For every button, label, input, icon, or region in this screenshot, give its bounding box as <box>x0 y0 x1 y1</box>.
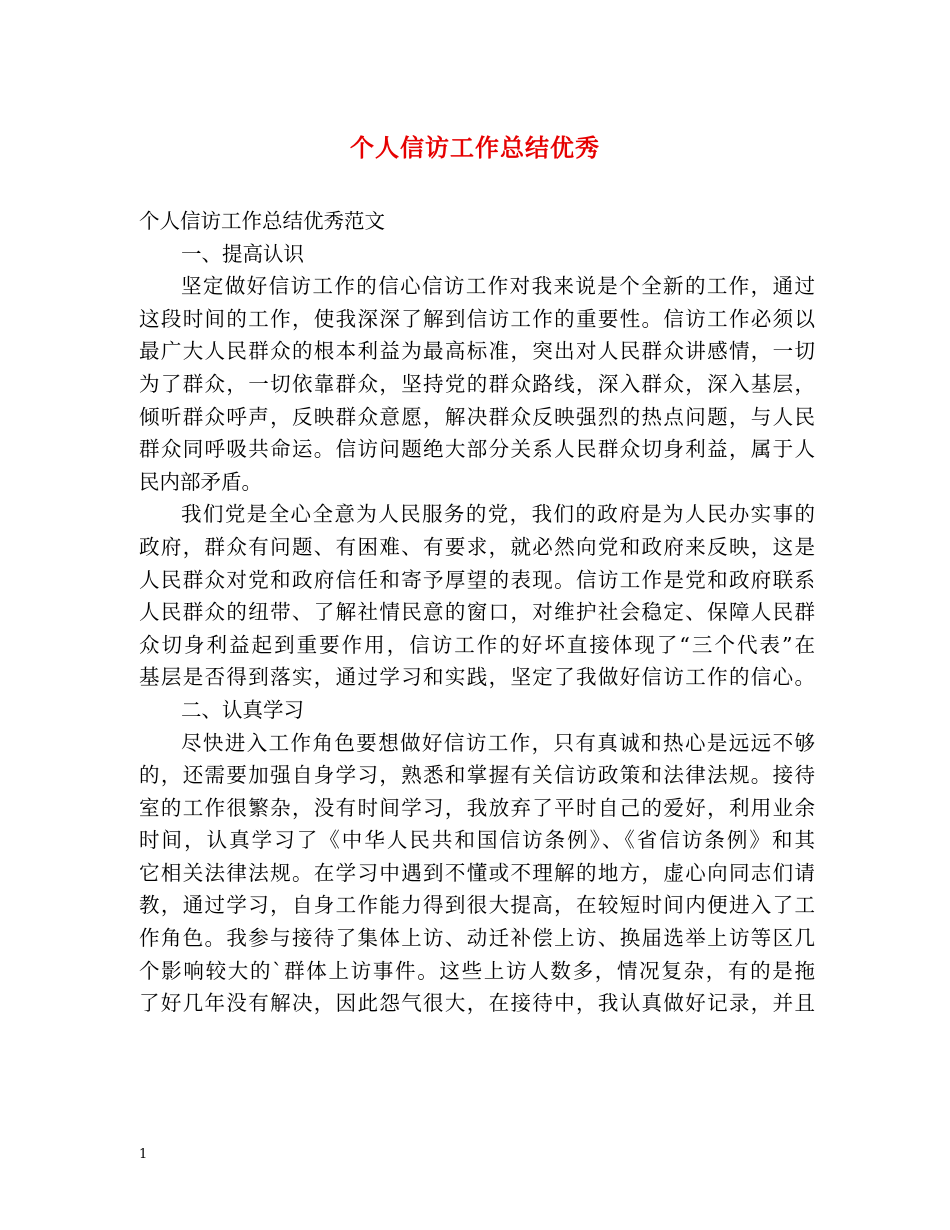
text-line: 教，通过学习，自身工作能力得到很大提高，在较短时间内便进入了工 <box>139 893 815 918</box>
section-heading-1: 一、提高认识 <box>181 241 304 266</box>
text-line: 民内部矛盾。 <box>139 469 262 494</box>
text-line: 人民群众对党和政府信任和寄予厚望的表现。信访工作是党和政府联系 <box>139 567 815 592</box>
document-subtitle: 个人信访工作总结优秀范文 <box>139 209 385 233</box>
section-heading-2: 二、认真学习 <box>181 697 304 722</box>
text-line: 基层是否得到落实，通过学习和实践，坚定了我做好信访工作的信心。 <box>139 665 815 690</box>
text-line: 作角色。我参与接待了集体上访、动迁补偿上访、换届选举上访等区几 <box>139 926 815 951</box>
text-line: 它相关法律法规。在学习中遇到不懂或不理解的地方，虚心向同志们请 <box>139 860 815 885</box>
text-line: 最广大人民群众的根本利益为最高标准，突出对人民群众讲感情，一切 <box>139 339 815 364</box>
text-line: 我们党是全心全意为人民服务的党，我们的政府是为人民办实事的 <box>181 502 815 527</box>
text-line: 政府，群众有问题、有困难、有要求，就必然向党和政府来反映，这是 <box>139 534 815 559</box>
text-line: 群众同呼吸共命运。信访问题绝大部分关系人民群众切身利益，属于人 <box>139 437 815 462</box>
text-line: 的，还需要加强自身学习，熟悉和掌握有关信访政策和法律法规。接待 <box>139 763 815 788</box>
text-line: 尽快进入工作角色要想做好信访工作，只有真诚和热心是远远不够 <box>181 730 815 755</box>
text-line: 为了群众，一切依靠群众，坚持党的群众路线，深入群众，深入基层， <box>139 371 815 396</box>
text-line: 坚定做好信访工作的信心信访工作对我来说是个全新的工作，通过 <box>181 274 815 299</box>
document-body <box>139 205 815 1020</box>
text-line: 人民群众的纽带、了解社情民意的窗口，对维护社会稳定、保障人民群 <box>139 600 815 625</box>
text-line: 个影响较大的`群体上访事件。这些上访人数多，情况复杂，有的是拖 <box>139 958 815 983</box>
text-line: 这段时间的工作，使我深深了解到信访工作的重要性。信访工作必须以 <box>139 306 815 331</box>
text-line: 室的工作很繁杂，没有时间学习，我放弃了平时自己的爱好，利用业余 <box>139 795 815 820</box>
paragraph-2 <box>139 498 815 694</box>
page-number: 1 <box>139 1147 148 1162</box>
text-line: 倾听群众呼声，反映群众意愿，解决群众反映强烈的热点问题，与人民 <box>139 404 815 429</box>
text-line: 时间，认真学习了《中华人民共和国信访条例》、《省信访条例》和其 <box>139 828 815 853</box>
text-line: 众切身利益起到重要作用，信访工作的好坏直接体现了“三个代表”在 <box>139 632 815 657</box>
paragraph-3 <box>139 727 815 1020</box>
paragraph-1 <box>139 270 815 498</box>
text-line: 了好几年没有解决，因此怨气很大，在接待中，我认真做好记录，并且 <box>139 991 815 1016</box>
document-title: 个人信访工作总结优秀 <box>350 133 600 162</box>
